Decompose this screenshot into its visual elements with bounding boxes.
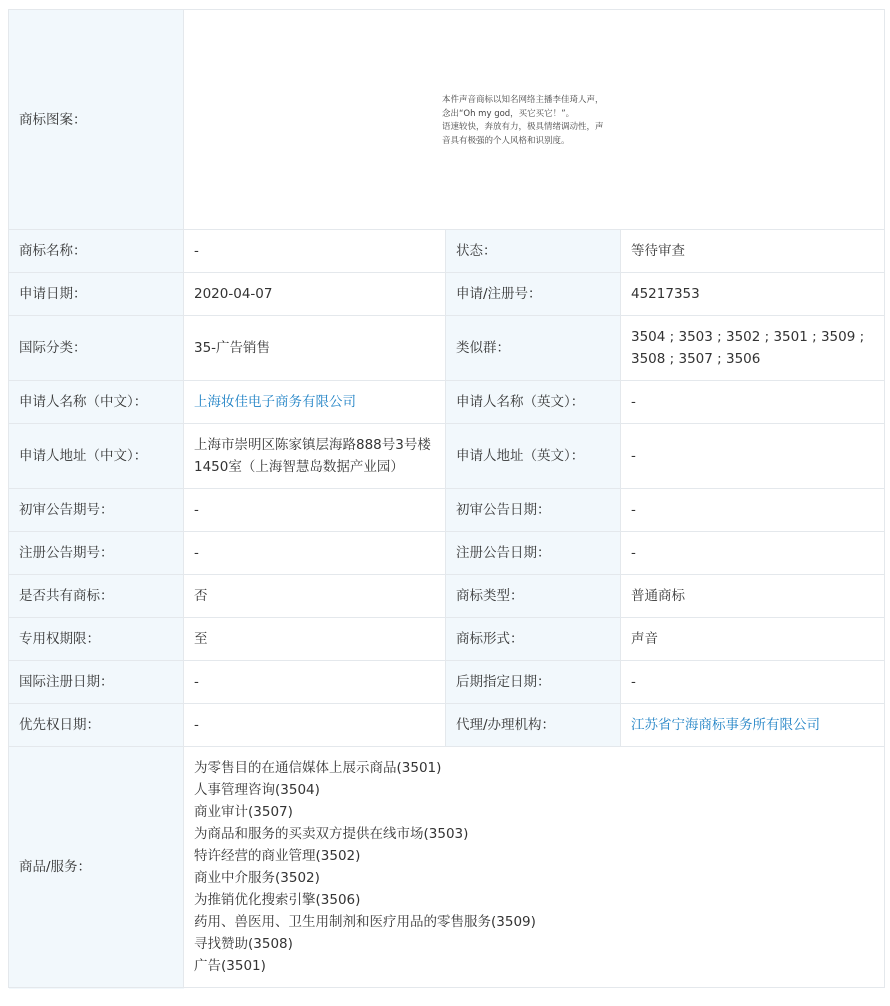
- similar-group-label: 类似群：: [446, 316, 621, 381]
- application-date-value: 2020-04-07: [184, 273, 446, 316]
- info-row-shared-type: [9, 575, 885, 618]
- later-designation-date-value: -: [621, 661, 885, 704]
- agency-link[interactable]: 江苏省宁海商标事务所有限公司: [631, 717, 820, 733]
- trademark-name-value: -: [184, 230, 446, 273]
- goods-services-row: [9, 747, 885, 988]
- info-row-priority-agency: [9, 704, 885, 747]
- trademark-image-row: [9, 10, 885, 230]
- priority-date-label: 优先权日期：: [9, 704, 184, 747]
- applicant-address-cn-label: 申请人地址（中文）：: [9, 424, 184, 489]
- later-designation-date-label: 后期指定日期：: [446, 661, 621, 704]
- preliminary-date-value: -: [621, 489, 885, 532]
- shared-trademark-value: 否: [184, 575, 446, 618]
- registration-number-value: 45217353: [621, 273, 885, 316]
- description-line: 本件声音商标以知名网络主播李佳琦人声，: [442, 95, 604, 105]
- goods-item: 特许经营的商业管理(3502): [194, 848, 361, 864]
- info-row-preliminary: [9, 489, 885, 532]
- goods-item: 为推销优化搜索引擎(3506): [194, 892, 361, 908]
- preliminary-issue-label: 初审公告期号：: [9, 489, 184, 532]
- info-row-applicant-address: [9, 424, 885, 489]
- registration-date-value: -: [621, 532, 885, 575]
- goods-services-label: 商品/服务：: [9, 747, 184, 988]
- info-row-class-group: [9, 316, 885, 381]
- priority-date-value: -: [184, 704, 446, 747]
- international-class-value: 35-广告销售: [184, 316, 446, 381]
- description-line: 语速较快，奔放有力，极具情绪调动性，声: [442, 122, 604, 132]
- status-value: 等待审查: [621, 230, 885, 273]
- trademark-image-label: 商标图案：: [9, 10, 184, 230]
- agency-label: 代理/办理机构：: [446, 704, 621, 747]
- applicant-address-en-label: 申请人地址（英文）：: [446, 424, 621, 489]
- goods-item: 寻找赞助(3508): [194, 936, 293, 952]
- info-row-registration-announce: [9, 532, 885, 575]
- agency-cell: [621, 704, 885, 747]
- international-class-label: 国际分类：: [9, 316, 184, 381]
- goods-item: 广告(3501): [194, 958, 266, 974]
- registration-issue-value: -: [184, 532, 446, 575]
- goods-item: 人事管理咨询(3504): [194, 782, 320, 798]
- trademark-form-value: 声音: [621, 618, 885, 661]
- trademark-info-table: [8, 9, 885, 988]
- next-row-stub: [9, 988, 885, 989]
- shared-trademark-label: 是否共有商标：: [9, 575, 184, 618]
- applicant-name-cn-link[interactable]: 上海妆佳电子商务有限公司: [194, 394, 356, 410]
- applicant-address-cn-value: 上海市崇明区陈家镇层海路888号3号楼1450室（上海智慧岛数据产业园）: [184, 424, 446, 489]
- info-row-applicant-name: [9, 381, 885, 424]
- info-row-date-number: [9, 273, 885, 316]
- description-line: 音具有极强的个人风格和识别度。: [442, 135, 570, 146]
- sound-trademark-description: [442, 94, 632, 148]
- intl-registration-date-value: -: [184, 661, 446, 704]
- next-row-label-stub: [9, 988, 184, 989]
- trademark-name-label: 商标名称：: [9, 230, 184, 273]
- intl-registration-date-label: 国际注册日期：: [9, 661, 184, 704]
- trademark-type-value: 普通商标: [621, 575, 885, 618]
- trademark-form-label: 商标形式：: [446, 618, 621, 661]
- applicant-name-cn-cell: [184, 381, 446, 424]
- registration-issue-label: 注册公告期号：: [9, 532, 184, 575]
- applicant-address-en-value: -: [621, 424, 885, 489]
- registration-date-label: 注册公告日期：: [446, 532, 621, 575]
- goods-item: 商业中介服务(3502): [194, 870, 320, 886]
- preliminary-issue-value: -: [184, 489, 446, 532]
- next-row-value-stub: [184, 988, 885, 989]
- trademark-image-cell: [184, 10, 885, 230]
- exclusive-term-label: 专用权期限：: [9, 618, 184, 661]
- exclusive-term-value: 至: [184, 618, 446, 661]
- registration-number-label: 申请/注册号：: [446, 273, 621, 316]
- goods-item: 药用、兽医用、卫生用制剂和医疗用品的零售服务(3509): [194, 914, 536, 930]
- info-row-term-form: [9, 618, 885, 661]
- application-date-label: 申请日期：: [9, 273, 184, 316]
- info-row-intl-later: [9, 661, 885, 704]
- goods-item: 为商品和服务的买卖双方提供在线市场(3503): [194, 826, 469, 842]
- goods-item: 为零售目的在通信媒体上展示商品(3501): [194, 760, 442, 776]
- info-row-name-status: [9, 230, 885, 273]
- preliminary-date-label: 初审公告日期：: [446, 489, 621, 532]
- description-line: 念出“Oh my god，买它买它！”。: [442, 108, 575, 119]
- similar-group-value: 3504 ; 3503 ; 3502 ; 3501 ; 3509 ; 3508 ; 3507 ; 3506: [621, 316, 885, 381]
- applicant-name-cn-label: 申请人名称（中文）：: [9, 381, 184, 424]
- applicant-name-en-value: -: [621, 381, 885, 424]
- goods-item: 商业审计(3507): [194, 804, 293, 820]
- trademark-type-label: 商标类型：: [446, 575, 621, 618]
- status-label: 状态：: [446, 230, 621, 273]
- applicant-name-en-label: 申请人名称（英文）：: [446, 381, 621, 424]
- goods-services-list: [184, 747, 885, 988]
